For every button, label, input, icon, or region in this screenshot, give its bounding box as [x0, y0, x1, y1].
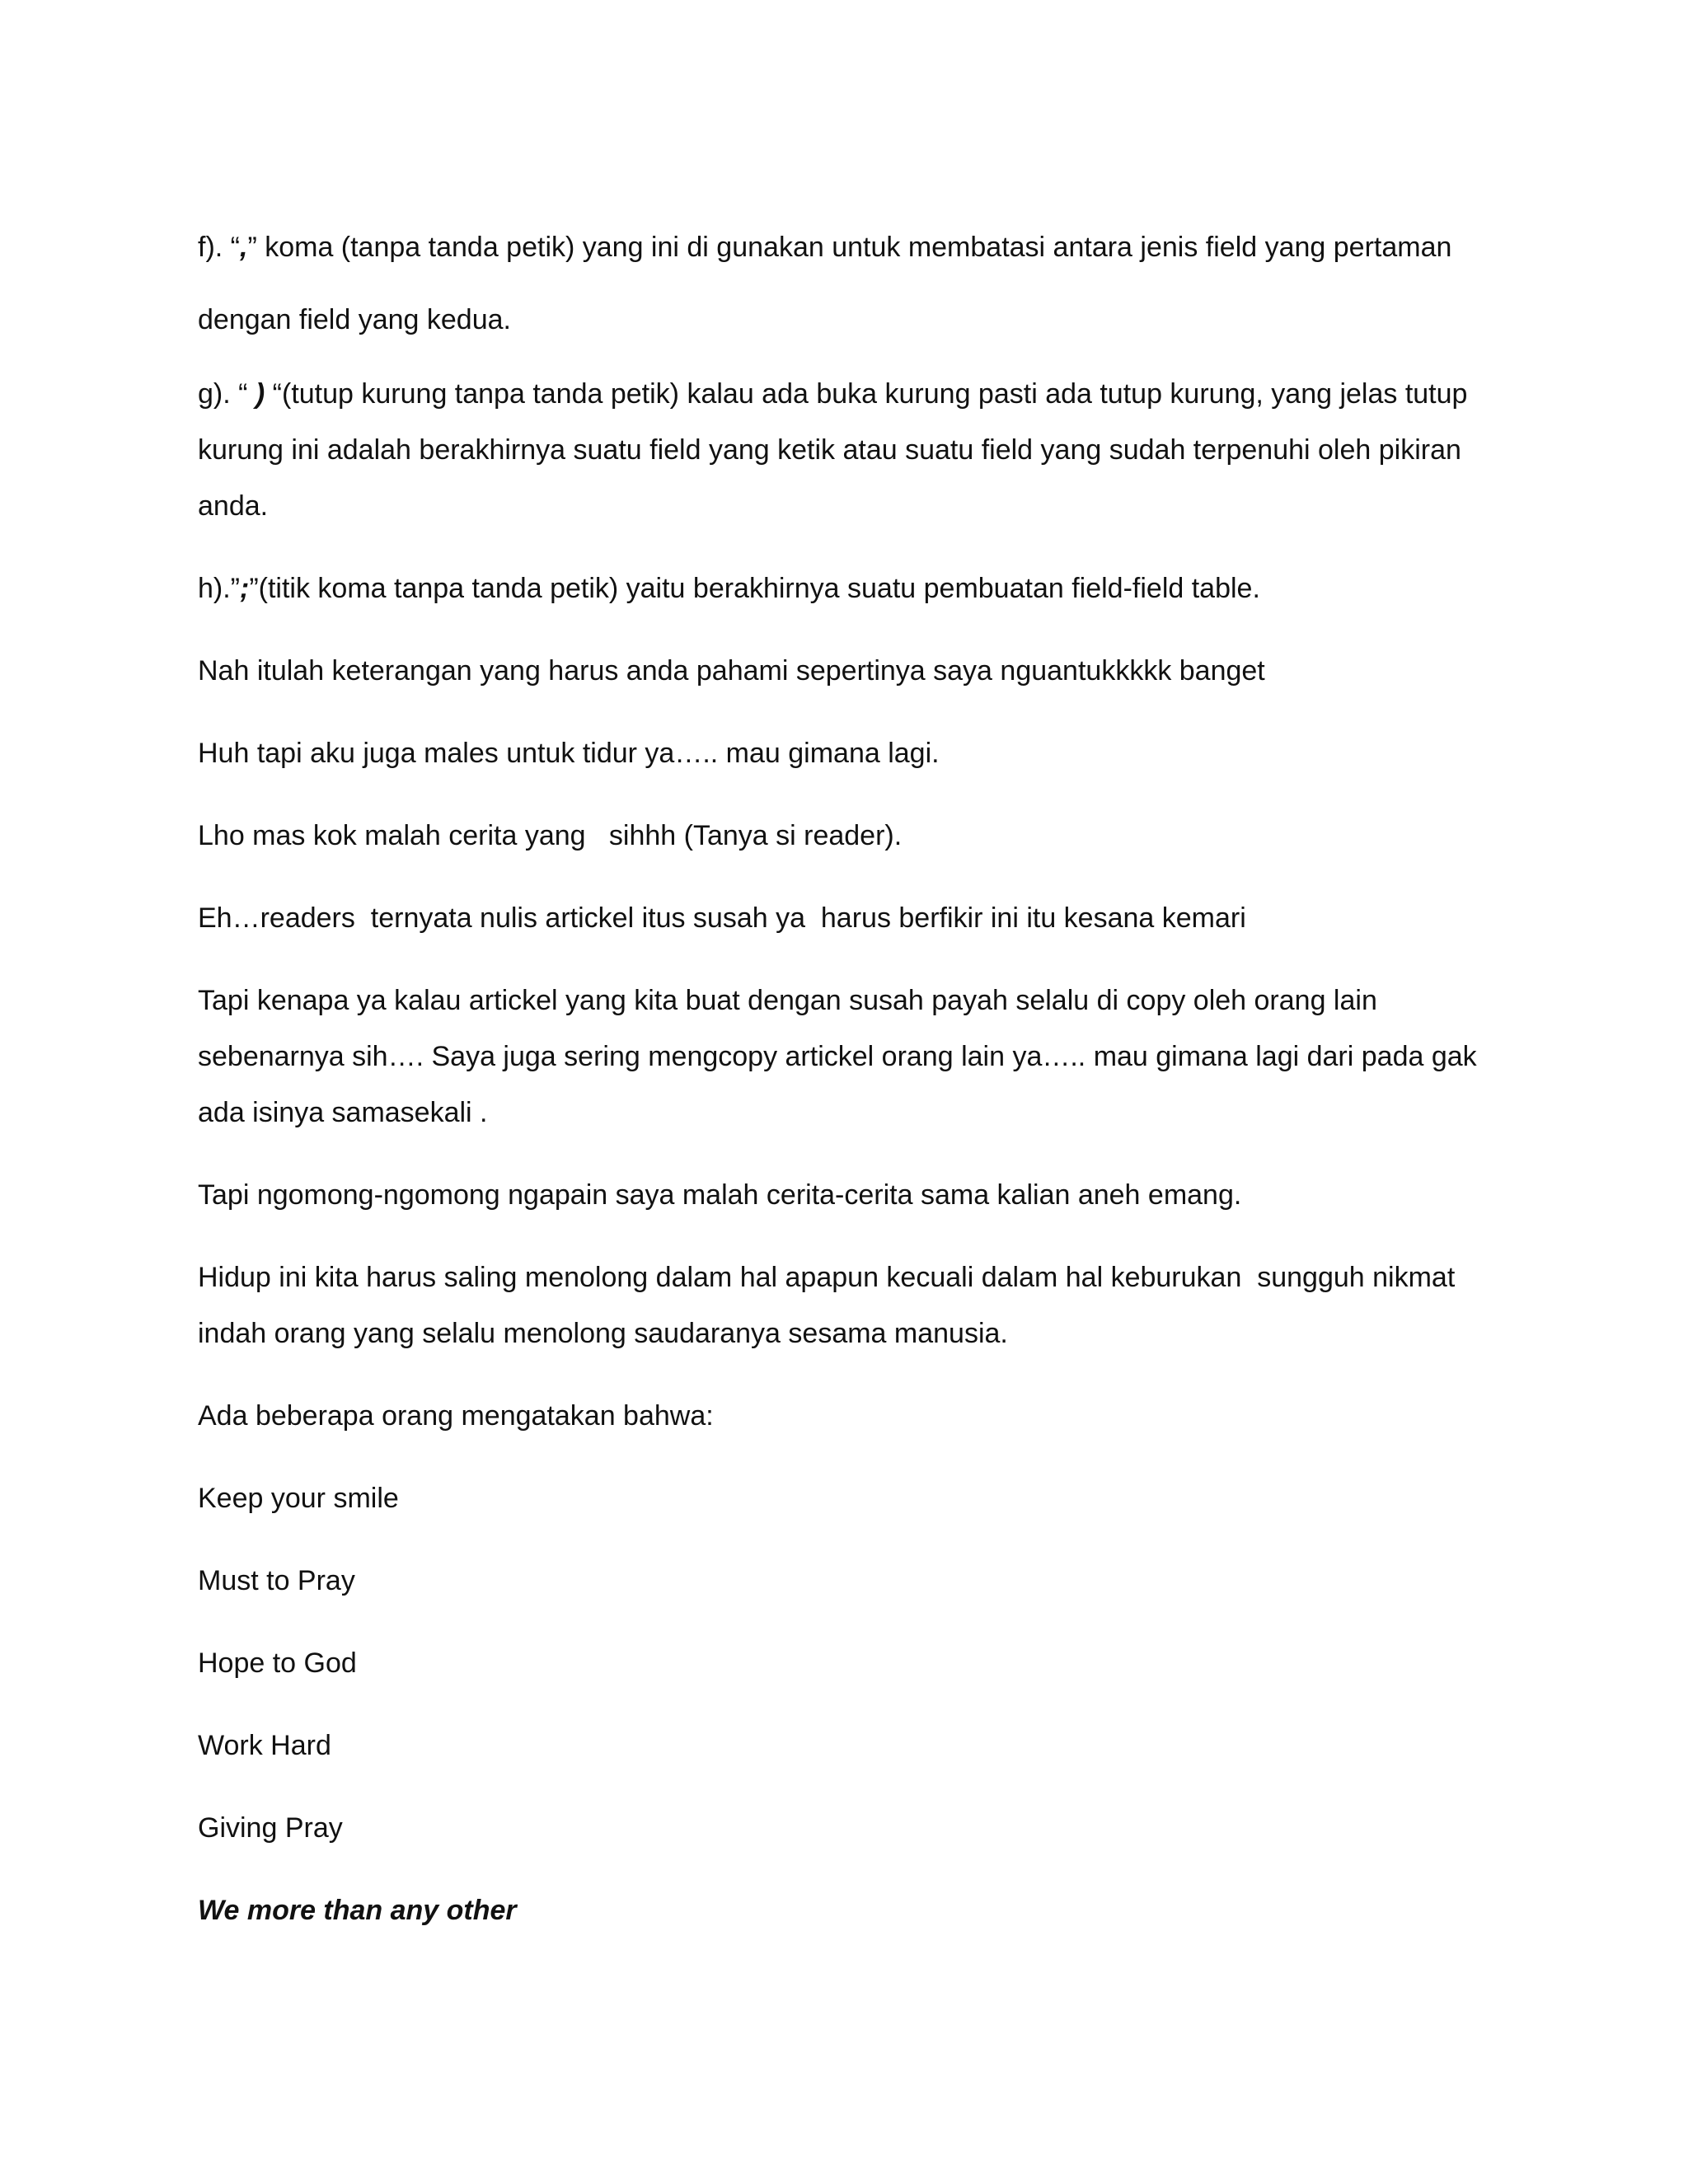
- item-f-prefix: f). “: [198, 232, 240, 263]
- paragraph-tapi-ngomong: Tapi ngomong-ngomong ngapain saya malah cerita-cerita sama kalian aneh emang.: [198, 1179, 1242, 1211]
- paragraph-hidup: Hidup ini kita harus saling menolong dalam hal apapun kecuali dalam hal keburukan sungguh nikmat indah orang yang selalu menolong saudaranya sesama manusia.: [198, 1262, 1463, 1349]
- paragraph-huh: Huh tapi aku juga males untuk tidur ya….. mau gimana lagi.: [198, 738, 940, 769]
- item-f-text: ” koma (tanpa tanda petik) yang ini di gunakan untuk membatasi antara jenis field yang pertaman dengan field yang kedua.: [198, 232, 1452, 335]
- document-body: [198, 211, 1484, 1965]
- paragraph-lho: Lho mas kok malah cerita yang sihhh (Tanya si reader).: [198, 820, 903, 851]
- paragraph-eh: Eh…readers ternyata nulis artickel itus susah ya harus berfikir ini itu kesana kemari: [198, 902, 1246, 934]
- closing-line: We more than any other: [198, 1895, 517, 1926]
- motto-work-hard: Work Hard: [198, 1730, 331, 1761]
- paragraph-item-g: [198, 366, 1484, 534]
- paragraph-item-h: [198, 560, 1484, 616]
- motto-hope-god: Hope to God: [198, 1647, 357, 1679]
- item-f-mark: ,: [239, 232, 248, 263]
- item-h-prefix: h).”: [198, 573, 240, 604]
- motto-keep-smile: Keep your smile: [198, 1483, 399, 1514]
- paragraph-item-f: [198, 211, 1484, 356]
- item-h-text: ”(titik koma tanpa tanda petik) yaitu berakhirnya suatu pembuatan field-field table.: [249, 573, 1260, 604]
- item-g-mark: ): [255, 378, 265, 410]
- item-h-mark: ;: [240, 573, 250, 604]
- item-g-text: “(tutup kurung tanpa tanda petik) kalau ada buka kurung pasti ada tutup kurung, yang jelas tutup kurung ini adalah berakhirnya suatu field yang ketik atau suatu field yang sudah terpenuhi oleh pikiran anda.: [198, 378, 1468, 522]
- motto-must-pray: Must to Pray: [198, 1565, 355, 1596]
- paragraph-nah: Nah itulah keterangan yang harus anda pahami sepertinya saya nguantukkkkk banget: [198, 655, 1265, 687]
- item-g-prefix: g). “: [198, 378, 256, 410]
- paragraph-tapi-kenapa: Tapi kenapa ya kalau artickel yang kita buat dengan susah payah selalu di copy oleh orang lain sebenarnya sih…. Saya juga sering mengcopy artickel orang lain ya….. mau gimana lagi dari pada gak ada isinya samasekali .: [198, 985, 1477, 1128]
- motto-giving-pray: Giving Pray: [198, 1812, 343, 1844]
- paragraph-ada: Ada beberapa orang mengatakan bahwa:: [198, 1400, 714, 1432]
